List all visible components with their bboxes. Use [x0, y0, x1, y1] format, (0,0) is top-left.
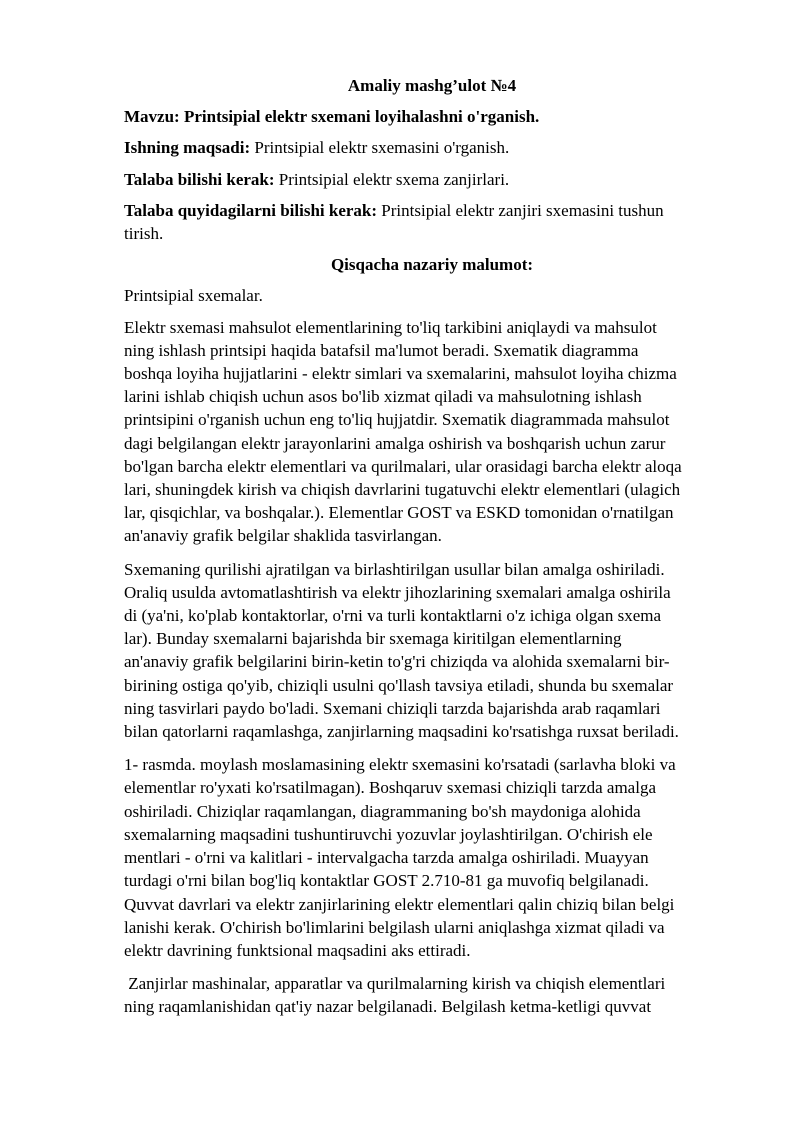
paragraph-line: lar). Bunday sxemalarni bajarishda bir sxemaga kiritilgan elementlarning	[124, 629, 622, 649]
document-title: Amaliy mashg’ulot №4	[347, 76, 517, 95]
paragraph-line: Zanjirlar mashinalar, apparatlar va qurilmalarning kirish va chiqish elementlari	[124, 974, 666, 994]
goal-line	[124, 136, 740, 159]
paragraph-line: birining ostiga qo'yib, chiziqli usulni qo'llash tavsiya etiladi, shunda bu sxemalar	[124, 675, 674, 695]
paragraph-4	[124, 972, 740, 1018]
paragraph-line: elementlar ro'yxati ko'rsatilmagan). Boshqaruv sxemasi chiziqli tarzda amalga	[124, 778, 656, 798]
paragraph-line: boshqa loyiha hujjatlarini - elektr simlari va sxemalarini, mahsulot loyiha chizma	[124, 364, 677, 384]
paragraph-1	[124, 316, 740, 548]
paragraph-line: ning tasvirlari paydo bo'ladi. Sxemani chiziqli tarzda bajarishda arab raqamlari	[124, 698, 661, 718]
paragraph-line: bilan qatorlarni raqamlashga, zanjirlarning maqsadini ko'rsatishga ruxsat beriladi.	[124, 722, 679, 742]
paragraph-3	[124, 753, 740, 962]
paragraph-line: mentlari - o'rni va kalitlari - intervalgacha tarzda amalga oshiriladi. Muayyan	[124, 848, 649, 868]
paragraph-line: elektr davrining funktsional maqsadini aks ettiradi.	[124, 940, 471, 960]
paragraph-line: Elektr sxemasi mahsulot elementlarining to'liq tarkibini aniqlaydi va mahsulot	[124, 317, 657, 337]
paragraph-line: dagi belgilangan elektr jarayonlarini amalga oshirish va boshqarish uchun zarur	[124, 433, 666, 453]
paragraph-line: an'anaviy grafik belgilarini birin-ketin to'g'ri chiziqda va alohida sxemalarni bir-	[124, 652, 670, 672]
know2-line-1	[124, 199, 740, 222]
paragraph-2	[124, 558, 740, 744]
paragraph-line: ning ishlash printsipi haqida batafsil ma'lumot beradi. Sxematik diagramma	[124, 340, 639, 360]
paragraph-line: printsipini o'rganish uchun eng to'liq hujjatdir. Sxematik diagrammada mahsulot	[124, 410, 670, 430]
subheading: Printsipial sxemalar.	[124, 286, 263, 306]
paragraph-line: lar, qisqichlar, va boshqalar.). Elementlar GOST va ESKD tomonidan o'rnatilgan	[124, 503, 674, 523]
know2-text-1: Printsipial elektr zanjiri sxemasini tushun	[377, 200, 664, 220]
paragraph-line: oshiriladi. Chiziqlar raqamlangan, diagrammaning bo'sh maydoniga alohida	[124, 801, 641, 821]
know-label: Talaba bilishi kerak:	[124, 169, 275, 189]
know-line	[124, 168, 740, 191]
paragraph-line: an'anaviy grafik belgilar shaklida tasvirlangan.	[124, 526, 442, 546]
know2-line-2: tirish.	[124, 224, 164, 244]
goal-text: Printsipial elektr sxemasini o'rganish.	[250, 138, 510, 158]
paragraph-line: di (ya'ni, ko'plab kontaktorlar, o'rni va turli kontaktlarni o'z ichiga olgan sxema	[124, 606, 662, 626]
goal-label: Ishning maqsadi:	[124, 138, 251, 158]
theory-heading: Qisqacha nazariy malumot:	[330, 255, 534, 275]
paragraph-line: bo'lgan barcha elektr elementlari va qurilmalari, ular orasidagi barcha elektr aloqa	[124, 456, 682, 476]
know-text: Printsipial elektr sxema zanjirlari.	[274, 169, 510, 189]
paragraph-line: lari, shuningdek kirish va chiqish davrlarini tugatuvchi elektr elementlari (ulagich	[124, 480, 681, 500]
topic-line: Mavzu: Printsipial elektr sxemani loyihalashni o'rganish.	[124, 107, 540, 127]
paragraph-line: Sxemaning qurilishi ajratilgan va birlashtirilgan usullar bilan amalga oshiriladi.	[124, 559, 665, 579]
paragraph-line: sxemalarning maqsadini tushuntiruvchi yozuvlar joylashtirilgan. O'chirish ele	[124, 824, 653, 844]
know2-label: Talaba quyidagilarni bilishi kerak:	[124, 200, 378, 220]
paragraph-line: lanishi kerak. O'chirish bo'limlarini belgilash ularni aniqlashga xizmat qiladi va	[124, 917, 665, 937]
document-page	[124, 74, 740, 1029]
paragraph-line: ning raqamlanishidan qat'iy nazar belgilanadi. Belgilash ketma-ketligi quvvat	[124, 997, 652, 1017]
know2-block	[124, 199, 740, 245]
paragraph-line: 1- rasmda. moylash moslamasining elektr sxemasini ko'rsatadi (sarlavha bloki va	[124, 755, 676, 775]
paragraph-line: larini ishlab chiqish uchun asos bo'lib xizmat qiladi va mahsulotning ishlash	[124, 387, 642, 407]
paragraph-line: Quvvat davrlari va elektr zanjirlarining elektr elementlari qalin chiziq bilan belgi	[124, 894, 675, 914]
paragraph-line: Oraliq usulda avtomatlashtirish va elektr jihozlarining sxemalari amalga oshirila	[124, 582, 671, 602]
paragraph-line: turdagi o'rni bilan bog'liq kontaktlar GOST 2.710-81 ga muvofiq belgilanadi.	[124, 871, 649, 891]
